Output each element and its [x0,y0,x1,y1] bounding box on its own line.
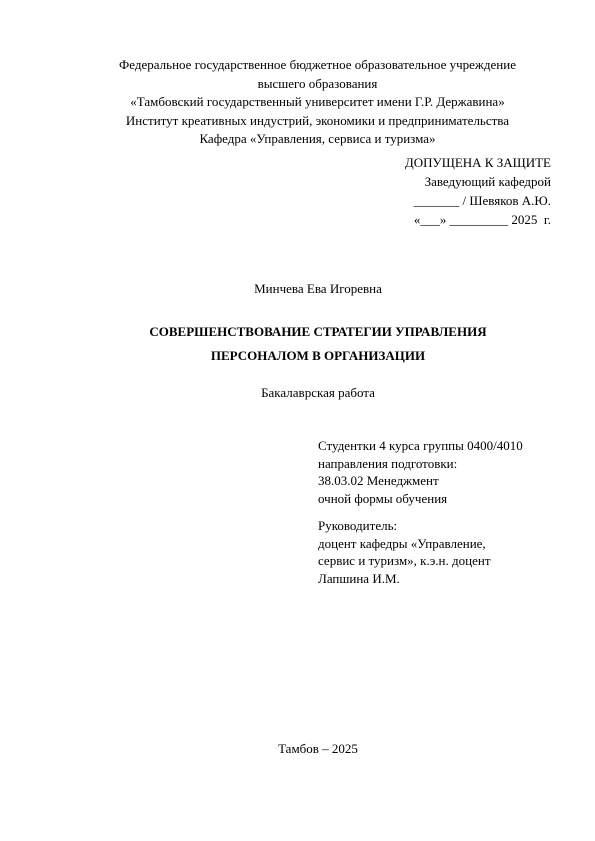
approval-position: Заведующий кафедрой [424,174,551,189]
header-line-institution: Федеральное государственное бюджетное образовательное учреждение [119,57,516,72]
header-line-education-level: высшего образования [257,75,378,91]
header-line-department: Кафедра «Управления, сервиса и туризма» [199,131,436,146]
student-info-line: 38.03.02 Менеджмент [318,473,439,488]
thesis-title-line-1: СОВЕРШЕНСТВОВАНИЕ СТРАТЕГИИ УПРАВЛЕНИЯ [149,324,487,339]
author-name: Минчева Ева Игоревна [254,281,382,296]
supervisor-info-line: Лапшина И.М. [318,570,400,586]
student-info [318,437,523,507]
approval-date: «___» _________ 2025 г. [413,212,551,227]
supervisor-info-line: сервис и туризм», к.э.н. доцент [318,553,491,568]
student-info-line: направления подготовки: [318,455,458,471]
approval-signature: _______ / Шевяков А.Ю. [413,193,551,208]
supervisor-info-line: доцент кафедры «Управление, [318,535,486,551]
institution-header [60,56,575,149]
thesis-title-line-2: ПЕРСОНАЛОМ В ОРГАНИЗАЦИИ [210,348,426,363]
thesis-title [0,320,595,368]
supervisor-info-line: Руководитель: [318,518,398,533]
work-type: Бакалаврская работа [261,385,375,400]
supervisor-info [318,517,491,587]
header-line-university: «Тамбовский государственный университет имени Г.Р. Державина» [130,94,505,109]
approval-block [405,153,551,229]
approval-title: ДОПУЩЕНА К ЗАЩИТЕ [404,155,551,170]
student-info-line: Студентки 4 курса группы 0400/4010 [318,438,523,453]
header-line-institute: Институт креативных индустрий, экономики и предпринимательства [125,112,510,128]
student-info-line: очной формы обучения [318,490,448,506]
city-year: Тамбов – 2025 [278,741,358,756]
